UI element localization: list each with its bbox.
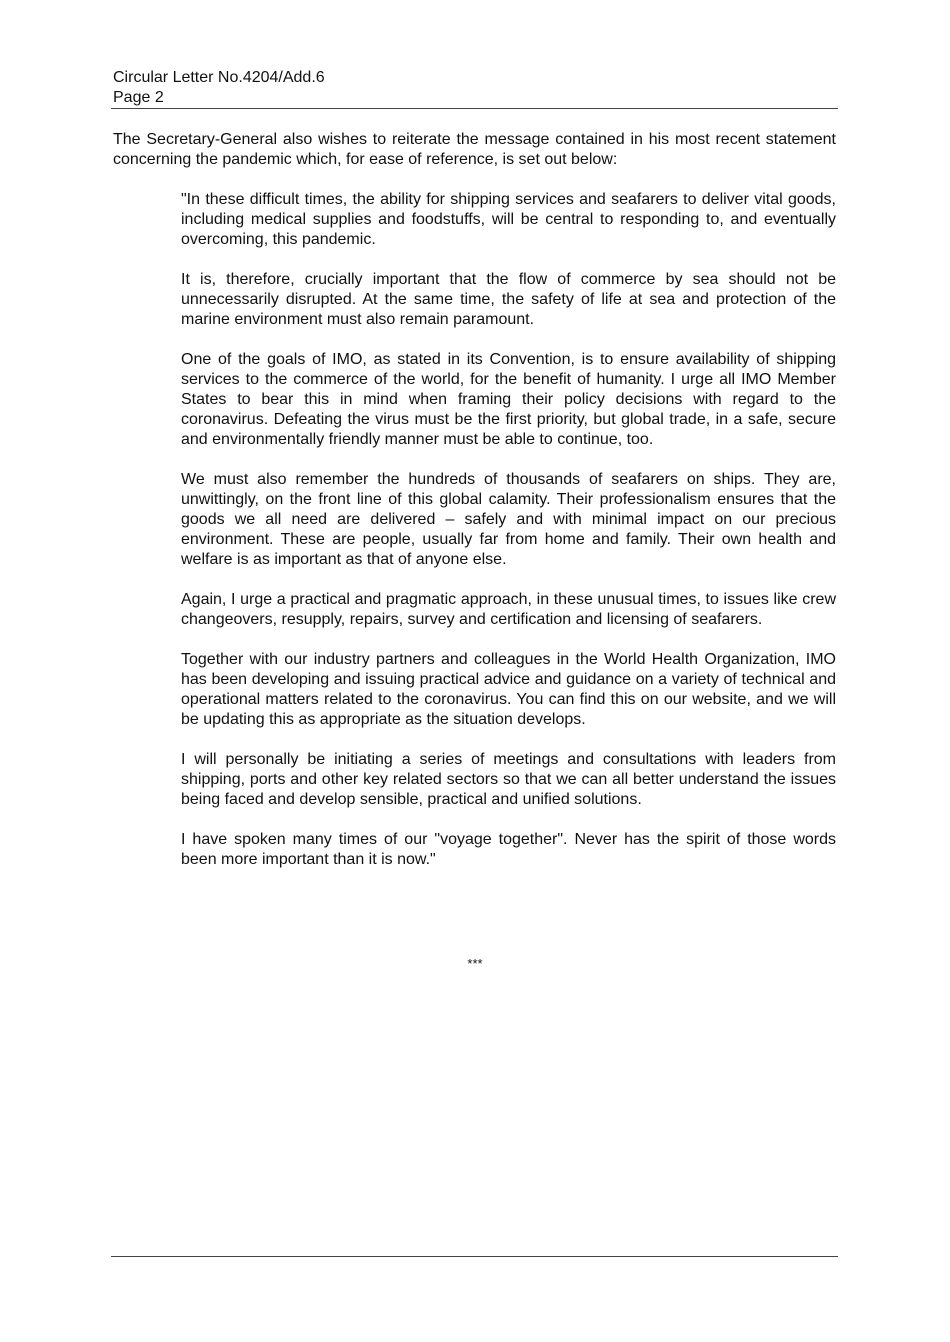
page-header <box>113 68 838 108</box>
quote-paragraph: Together with our industry partners and colleagues in the World Health Organization, IMO has been developing and issuing practical advice and guidance on a variety of technical and operational matters related to the coronavirus. You can find this on our website, and we will be updating this as appropriate as the situation develops. <box>181 651 836 728</box>
quote-paragraph: I will personally be initiating a series of meetings and consultations with leaders from shipping, ports and other key related sectors so that we can all better understand the issues being faced and develop sensible, practical and unified solutions. <box>181 751 836 808</box>
quoted-statement <box>181 190 836 890</box>
intro-paragraph: The Secretary-General also wishes to reiterate the message contained in his most recent statement concerning the pandemic which, for ease of reference, is set out below: <box>113 131 836 168</box>
quote-paragraph: We must also remember the hundreds of thousands of seafarers on ships. They are, unwittingly, on the front line of this global calamity. Their professionalism ensures that the goods we all need are delivered – safely and with minimal impact on our precious environment. These are people, usually far from home and family. Their own health and welfare is as important as that of anyone else. <box>181 471 836 568</box>
quote-paragraph: I have spoken many times of our "voyage together". Never has the spirit of those words been more important than it is now." <box>181 831 836 868</box>
quote-paragraph: Again, I urge a practical and pragmatic approach, in these unusual times, to issues like crew changeovers, resupply, repairs, survey and certification and licensing of seafarers. <box>181 591 836 628</box>
header-divider <box>111 108 838 109</box>
quote-paragraph: One of the goals of IMO, as stated in its Convention, is to ensure availability of shipping services to the commerce of the world, for the benefit of humanity. I urge all IMO Member States to bear this in mind when framing their policy decisions with regard to the coronavirus. Defeating the virus must be the first priority, but global trade, in a safe, secure and environmentally friendly manner must be able to continue, too. <box>181 351 836 448</box>
quote-paragraph: "In these difficult times, the ability for shipping services and seafarers to deliver vital goods, including medical supplies and foodstuffs, will be central to responding to, and eventually overcoming, this pandemic. <box>181 191 836 248</box>
quote-paragraph: It is, therefore, crucially important that the flow of commerce by sea should not be unnecessarily disrupted. At the same time, the safety of life at sea and protection of the marine environment must also remain paramount. <box>181 271 836 328</box>
end-of-document-marker: *** <box>467 956 483 971</box>
footer-divider <box>111 1256 838 1257</box>
circular-letter-reference: Circular Letter No.4204/Add.6 <box>113 69 325 86</box>
page-number: Page 2 <box>113 89 164 106</box>
